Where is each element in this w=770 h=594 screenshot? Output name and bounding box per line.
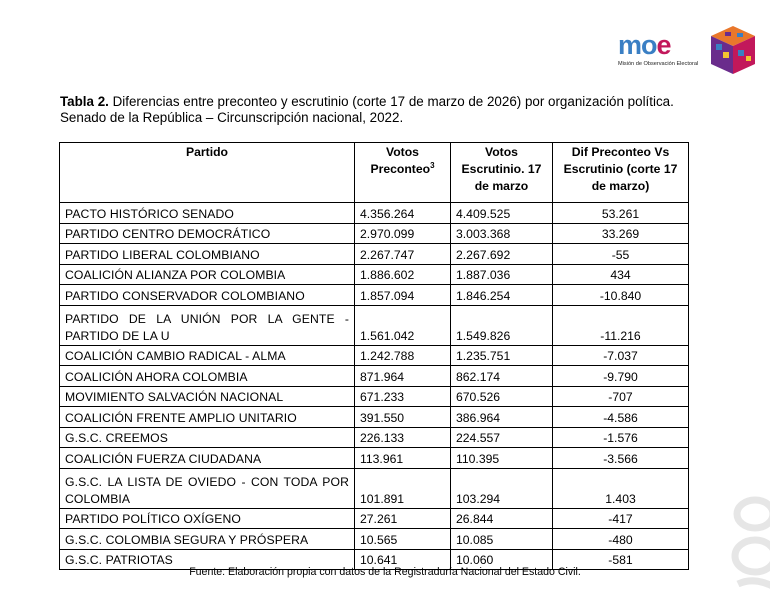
preconteo-cell: 10.641: [355, 549, 451, 570]
party-cell: PARTIDO LIBERAL COLOMBIANO: [60, 244, 355, 265]
table-row: [60, 244, 689, 265]
party-cell: PARTIDO CENTRO DEMOCRÁTICO: [60, 223, 355, 244]
party-cell: G.S.C. PATRIOTAS: [60, 549, 355, 570]
logo-subtitle: Misión de Observación Electoral: [618, 61, 699, 67]
party-cell: COALICIÓN AHORA COLOMBIA: [60, 366, 355, 387]
escrutinio-cell: 670.526: [451, 386, 553, 407]
table-title: [60, 94, 700, 126]
escrutinio-cell: 1.235.751: [451, 345, 553, 366]
preconteo-cell: 671.233: [355, 386, 451, 407]
preconteo-cell: 4.356.264: [355, 203, 451, 224]
escrutinio-cell: 10.060: [451, 549, 553, 570]
party-cell: G.S.C. CREEMOS: [60, 427, 355, 448]
party-cell: COALICIÓN ALIANZA POR COLOMBIA: [60, 264, 355, 285]
moe-logo: [612, 20, 762, 80]
header-preconteo: Votos Preconteo$^3$: [355, 143, 451, 203]
party-cell: MOVIMIENTO SALVACIÓN NACIONAL: [60, 386, 355, 407]
table-header-row: [60, 143, 689, 203]
party-cell: G.S.C. COLOMBIA SEGURA Y PRÓSPERA: [60, 529, 355, 550]
preconteo-cell: 113.961: [355, 448, 451, 469]
table-row: [60, 345, 689, 366]
party-cell: COALICIÓN FRENTE AMPLIO UNITARIO: [60, 407, 355, 428]
header-dif: Dif Preconteo Vs Escrutinio (corte 17 de marzo): [553, 143, 689, 203]
table-row: [60, 285, 689, 306]
party-cell: PARTIDO CONSERVADOR COLOMBIANO: [60, 285, 355, 306]
preconteo-cell: 2.970.099: [355, 223, 451, 244]
table-row: [60, 366, 689, 387]
escrutinio-cell: 224.557: [451, 427, 553, 448]
preconteo-cell: 2.267.747: [355, 244, 451, 265]
header-escrutinio: Votos Escrutinio. 17 de marzo: [451, 143, 553, 203]
dif-cell: -480: [553, 529, 689, 550]
preconteo-cell: 10.565: [355, 529, 451, 550]
table-row: [60, 264, 689, 285]
cube-icon: [708, 24, 758, 76]
dif-cell: -417: [553, 508, 689, 529]
escrutinio-cell: 4.409.525: [451, 203, 553, 224]
party-cell: PACTO HISTÓRICO SENADO: [60, 203, 355, 224]
table-row: [60, 468, 689, 508]
dif-cell: -9.790: [553, 366, 689, 387]
dif-cell: 434: [553, 264, 689, 285]
party-cell: COALICIÓN CAMBIO RADICAL - ALMA: [60, 345, 355, 366]
logo-wordmark: moe: [618, 30, 671, 60]
table-row: [60, 529, 689, 550]
preconteo-cell: 871.964: [355, 366, 451, 387]
party-cell: G.S.C. LA LISTA DE OVIEDO - CON TODA POR COLOMBIA: [60, 468, 355, 508]
dif-cell: 1.403: [553, 468, 689, 508]
preconteo-cell: 1.561.042: [355, 305, 451, 345]
header-party: Partido: [60, 143, 355, 203]
escrutinio-cell: 103.294: [451, 468, 553, 508]
table-title-label: Tabla 2.: [60, 94, 109, 109]
preconteo-cell: 226.133: [355, 427, 451, 448]
table-row: [60, 386, 689, 407]
dif-cell: -581: [553, 549, 689, 570]
party-cell: COALICIÓN FUERZA CIUDADANA: [60, 448, 355, 469]
preconteo-cell: 1.857.094: [355, 285, 451, 306]
watermark-icon: [710, 484, 770, 594]
party-cell: PARTIDO POLÍTICO OXÍGENO: [60, 508, 355, 529]
escrutinio-cell: 26.844: [451, 508, 553, 529]
table-row: [60, 223, 689, 244]
escrutinio-cell: 386.964: [451, 407, 553, 428]
party-cell: PARTIDO DE LA UNIÓN POR LA GENTE - PARTIDO DE LA U: [60, 305, 355, 345]
escrutinio-cell: 3.003.368: [451, 223, 553, 244]
escrutinio-cell: 1.887.036: [451, 264, 553, 285]
preconteo-cell: 1.886.602: [355, 264, 451, 285]
table-row: [60, 203, 689, 224]
results-table: [59, 142, 689, 570]
escrutinio-cell: 862.174: [451, 366, 553, 387]
dif-cell: -707: [553, 386, 689, 407]
escrutinio-cell: 1.846.254: [451, 285, 553, 306]
dif-cell: -7.037: [553, 345, 689, 366]
table-row: [60, 407, 689, 428]
table-row: [60, 448, 689, 469]
escrutinio-cell: 10.085: [451, 529, 553, 550]
table-title-text: Diferencias entre preconteo y escrutinio (corte 17 de marzo de 2026) por organización política. Senado de la República – Circunscripción nacional, 2022.: [60, 94, 674, 125]
dif-cell: -11.216: [553, 305, 689, 345]
preconteo-cell: 27.261: [355, 508, 451, 529]
preconteo-cell: 101.891: [355, 468, 451, 508]
dif-cell: 33.269: [553, 223, 689, 244]
dif-cell: 53.261: [553, 203, 689, 224]
source-note: Fuente: Elaboración propia con datos de la Registraduría Nacional del Estado Civil.: [189, 566, 581, 578]
dif-cell: -55: [553, 244, 689, 265]
dif-cell: -10.840: [553, 285, 689, 306]
table-row: [60, 508, 689, 529]
preconteo-cell: 1.242.788: [355, 345, 451, 366]
table-row: [60, 427, 689, 448]
dif-cell: -1.576: [553, 427, 689, 448]
escrutinio-cell: 110.395: [451, 448, 553, 469]
escrutinio-cell: 2.267.692: [451, 244, 553, 265]
escrutinio-cell: 1.549.826: [451, 305, 553, 345]
dif-cell: -4.586: [553, 407, 689, 428]
preconteo-cell: 391.550: [355, 407, 451, 428]
table-row: [60, 305, 689, 345]
dif-cell: -3.566: [553, 448, 689, 469]
